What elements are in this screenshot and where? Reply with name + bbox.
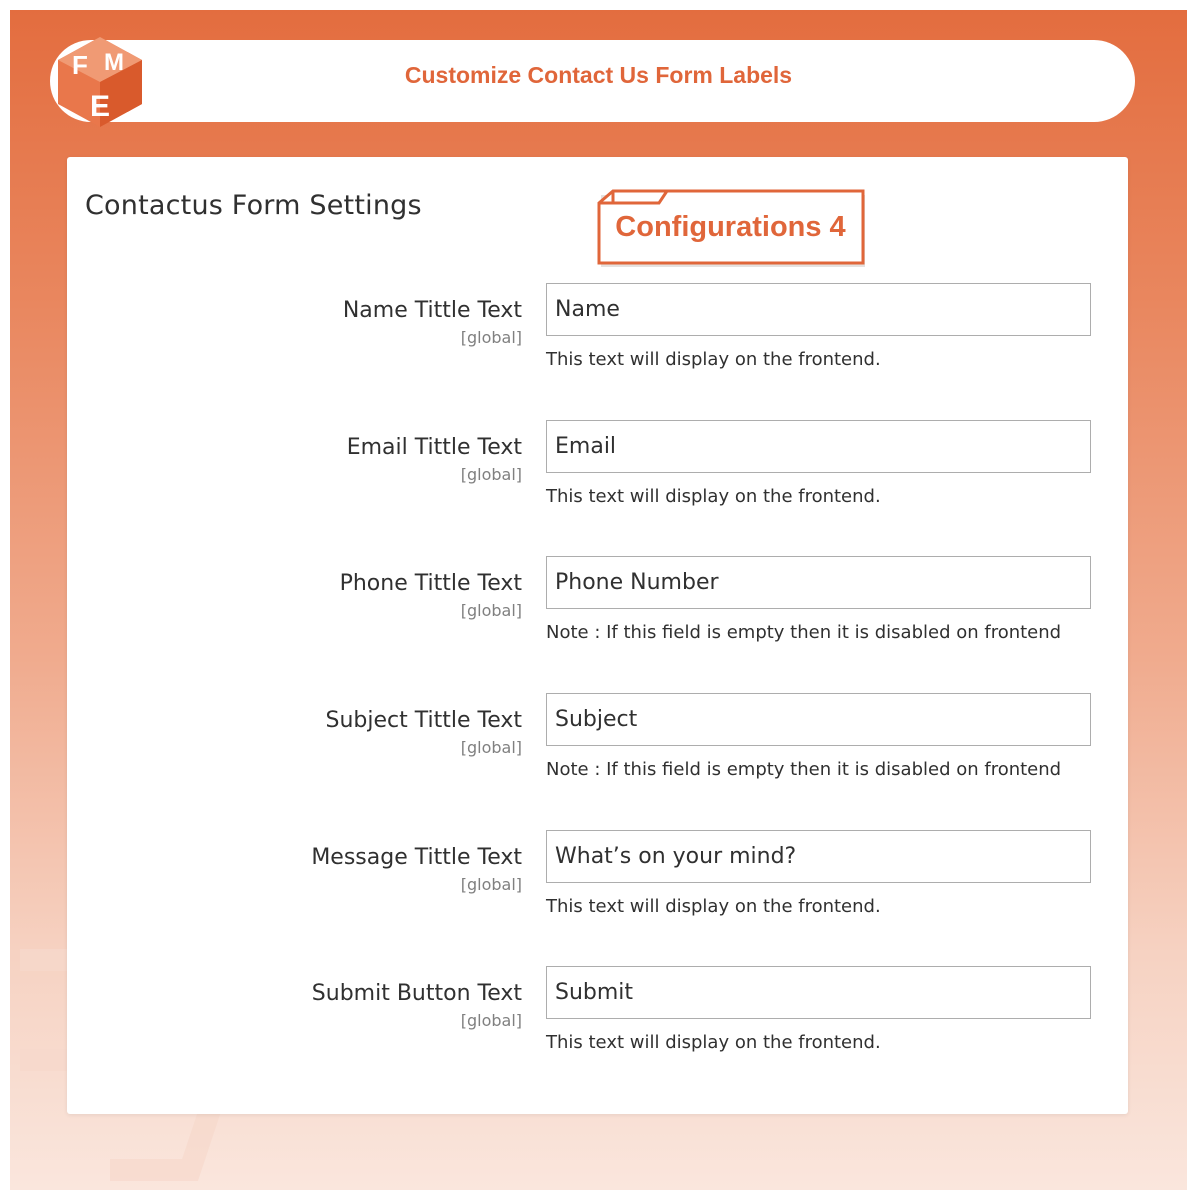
field-label: Name Tittle Text [342,298,522,323]
configurations-label: Configurations 4 [615,211,846,243]
section-title: Contactus Form Settings [85,190,422,221]
scope-label: [global] [460,465,522,484]
field-label: Submit Button Text [311,981,522,1006]
field-note: This text will display on the frontend. [546,349,881,370]
field-row-email [67,435,1128,545]
field-row-submit [67,981,1128,1091]
scope-label: [global] [460,738,522,757]
settings-panel [67,157,1128,1114]
subject-title-input[interactable] [546,693,1091,746]
message-title-input[interactable] [546,830,1091,883]
scope-label: [global] [460,875,522,894]
field-row-name [67,298,1128,408]
scope-label: [global] [460,1011,522,1030]
name-title-input[interactable] [546,283,1091,336]
field-note: This text will display on the frontend. [546,896,881,917]
field-row-subject [67,708,1128,818]
configurations-badge [597,189,862,264]
field-note: Note : If this field is empty then it is disabled on frontend [546,622,1062,643]
field-note: This text will display on the frontend. [546,1032,881,1053]
field-row-message [67,845,1128,955]
submit-button-text-input[interactable] [546,966,1091,1019]
phone-title-input[interactable] [546,556,1091,609]
field-row-phone [67,571,1128,681]
field-label: Phone Tittle Text [339,571,522,596]
svg-text:E: E [90,90,111,123]
field-note: This text will display on the frontend. [546,486,881,507]
svg-text:M: M [104,49,124,76]
svg-text:F: F [72,50,88,80]
scope-label: [global] [460,328,522,347]
background-frame [10,10,1187,1190]
field-note: Note : If this field is empty then it is disabled on frontend [546,759,1062,780]
scope-label: [global] [460,601,522,620]
email-title-input[interactable] [546,420,1091,473]
field-label: Message Tittle Text [311,845,522,870]
field-label: Subject Tittle Text [325,708,522,733]
field-label: Email Tittle Text [346,435,522,460]
page-title: Customize Contact Us Form Labels [404,62,793,88]
